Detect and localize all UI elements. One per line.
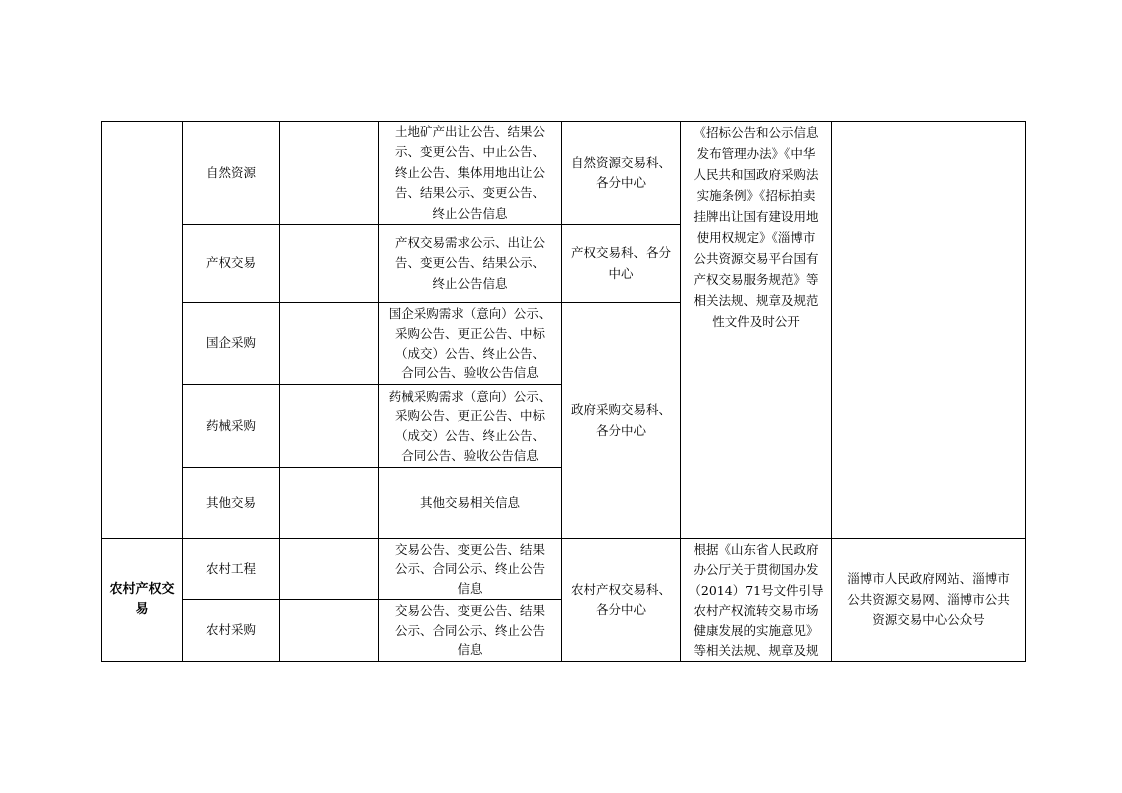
table-cell-basis: [681, 539, 831, 661]
table-cell-category: [102, 539, 182, 661]
table-cell-content: [379, 600, 561, 661]
table-cell-department: [562, 225, 680, 302]
content-text: 其他交易相关信息: [419, 494, 520, 510]
table-cell-department: [562, 539, 680, 661]
table-cell-category: [102, 122, 182, 538]
content-text: 产权交易需求公示、出让公 告、变更公告、结果公示、 终止公告信息: [394, 234, 545, 291]
table-border: [279, 121, 280, 662]
subcategory-label: 药械采购: [205, 417, 256, 433]
basis-text: 《招标公告和公示信息 发布管理办法》《中华 人民共和国政府采购法 实施条例》《招标拍卖 挂牌出让国有建设用地 使用权规定》《淄博市 公共资源交易平台国有 产权交易服务规范》等 相关法规、规章及规范 性文件及时公开: [693, 125, 819, 329]
subcategory-label: 其他交易: [205, 494, 256, 510]
table-cell-department: [562, 122, 680, 224]
subcategory-label: 农村工程: [205, 560, 256, 576]
table-cell-subcategory: [183, 539, 279, 599]
table-cell-subcategory: [183, 385, 279, 467]
table-cell-content: [379, 225, 561, 302]
content-text: 土地矿产出让公告、结果公 示、变更公告、中止公告、 终止公告、集体用地出让公 告、结果公示、变更公告、 终止公告信息: [394, 123, 545, 221]
table-cell-content: [379, 122, 561, 224]
department-text: 产权交易科、各分 中心: [570, 245, 671, 281]
table-cell-content: [379, 468, 561, 538]
table-border: [101, 661, 1026, 662]
department-text: 自然资源交易科、 各分中心: [570, 154, 671, 190]
table-cell-channel: [832, 539, 1025, 661]
table-cell-content: [379, 539, 561, 599]
subcategory-label: 农村采购: [205, 622, 256, 638]
department-text: 农村产权交易科、 各分中心: [570, 581, 671, 617]
table-cell-subcategory: [183, 122, 279, 224]
content-text: 国企采购需求（意向）公示、 采购公告、更正公告、中标 （成交）公告、终止公告、 合同公告、验收公告信息: [388, 306, 552, 381]
content-text: 交易公告、变更公告、结果 公示、合同公示、终止公告 信息: [394, 541, 545, 596]
table-cell-content: [379, 303, 561, 384]
subcategory-label: 国企采购: [205, 335, 256, 351]
table-cell-basis: [681, 122, 831, 332]
table-cell-subcategory: [183, 468, 279, 538]
channel-text: 淄博市人民政府网站、淄博市 公共资源交易网、淄博市公共 资源交易中心公众号: [847, 571, 1010, 628]
subcategory-label: 自然资源: [205, 164, 256, 180]
table-cell-subcategory: [183, 303, 279, 384]
content-text: 交易公告、变更公告、结果 公示、合同公示、终止公告 信息: [394, 603, 545, 658]
table-cell-channel: [832, 122, 1025, 538]
table-cell-content: [379, 385, 561, 467]
basis-text: 根据《山东省人民政府 办公厅关于贯彻国办发 （2014）71号文件引导 农村产权流转交易市场 健康发展的实施意见》 等相关法规、规章及规: [688, 542, 824, 659]
category-label: 农村产权交 易: [109, 582, 175, 617]
department-text: 政府采购交易科、 各分中心: [570, 402, 671, 438]
content-text: 药械采购需求（意向）公示、 采购公告、更正公告、中标 （成交）公告、终止公告、 合同公告、验收公告信息: [388, 388, 552, 463]
table-cell-subcategory: [183, 600, 279, 661]
table-border: [1025, 121, 1026, 662]
table-cell-subcategory: [183, 225, 279, 302]
subcategory-label: 产权交易: [205, 255, 256, 271]
table-cell-department: [562, 303, 680, 538]
